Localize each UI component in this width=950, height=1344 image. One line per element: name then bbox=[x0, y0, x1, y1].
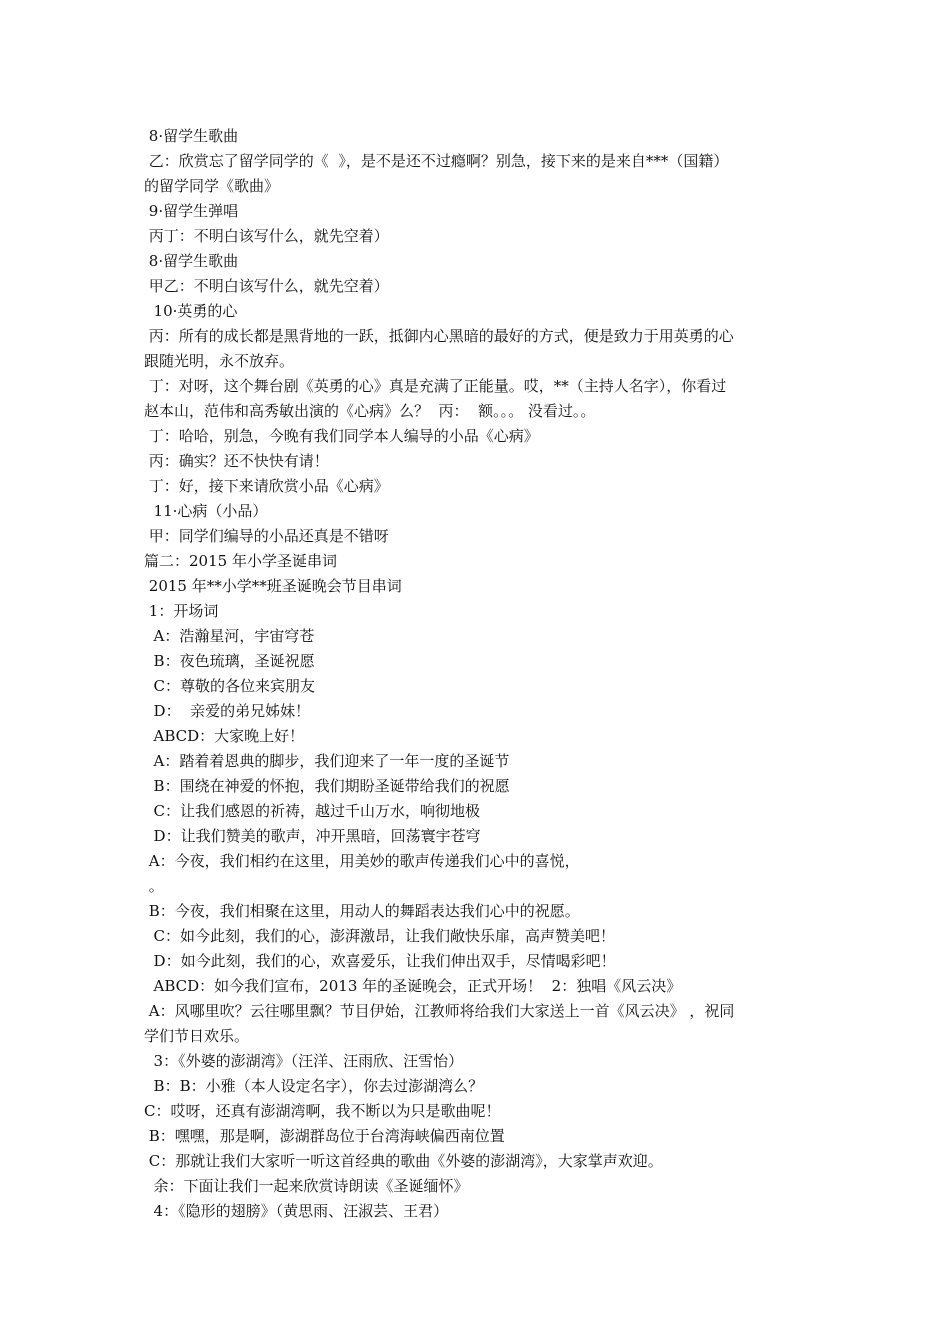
text-line: C：让我们感恩的祈祷，越过千山万水，响彻地极 bbox=[144, 802, 481, 820]
text-line: A：风哪里吹？云往哪里飘？节目伊始，江教师将给我们大家送上一首《风云决》 ，祝同 bbox=[144, 1002, 735, 1020]
text-line: 跟随光明，永不放弃。 bbox=[144, 352, 295, 370]
text-line: 4：《隐形的翅膀》（黄思雨、汪淑芸、王君） bbox=[144, 1202, 449, 1220]
text-line: B：夜色琉璃，圣诞祝愿 bbox=[144, 652, 315, 670]
section-heading: 篇二：2015 年小学圣诞串词 bbox=[144, 552, 337, 570]
text-line: A：浩瀚星河，宇宙穹苍 bbox=[144, 627, 315, 645]
text-line: ABCD：大家晚上好！ bbox=[144, 727, 305, 745]
text-line: C：如今此刻，我们的心，澎湃激昂，让我们敞快乐扉，高声赞美吧！ bbox=[144, 927, 616, 945]
text-line: C：尊敬的各位来宾朋友 bbox=[144, 677, 316, 695]
text-line: 丙丁：不明白该写什么，就先空着） bbox=[144, 227, 389, 245]
text-line: 丁：好，接下来请欣赏小品《心病》 bbox=[144, 477, 389, 495]
text-line: D：让我们赞美的歌声，冲开黑暗，回荡寰宇苍穹 bbox=[144, 827, 481, 845]
text-line: C：哎呀，还真有澎湖湾啊，我不断以为只是歌曲呢！ bbox=[144, 1102, 501, 1120]
text-line: ABCD：如今我们宣布，2013 年的圣诞晚会，正式开场！ 2：独唱《风云决》 bbox=[144, 977, 682, 995]
text-line: 。 bbox=[144, 877, 164, 895]
text-line: 8·留学生歌曲 bbox=[144, 252, 239, 270]
text-line: 11·心病（小品） bbox=[144, 502, 268, 520]
document-body bbox=[144, 124, 814, 1224]
text-line: 丙：确实？还不快快有请！ bbox=[144, 452, 329, 470]
text-line: 学们节日欢乐。 bbox=[144, 1027, 250, 1045]
text-line: 丁：对呀，这个舞台剧《英勇的心》真是充满了正能量。哎，**（主持人名字），你看过 bbox=[144, 377, 727, 395]
text-line: 余：下面让我们一起来欣赏诗朗读《圣诞缅怀》 bbox=[144, 1177, 469, 1195]
text-line: 丁：哈哈，别急，今晚有我们同学本人编导的小品《心病》 bbox=[144, 427, 539, 445]
text-line: B：今夜，我们相聚在这里，用动人的舞蹈表达我们心中的祝愿。 bbox=[144, 902, 580, 920]
text-line: 乙：欣赏忘了留学同学的《 》，是不是还不过瘾啊？别急，接下来的是来自***（国籍） bbox=[144, 152, 729, 170]
text-line: A：今夜，我们相约在这里，用美妙的歌声传递我们心中的喜悦， bbox=[144, 852, 580, 870]
text-line: 2015 年**小学**班圣诞晚会节目串词 bbox=[144, 577, 402, 595]
text-line: C：那就让我们大家听一听这首经典的歌曲《外婆的澎湖湾》，大家掌声欢迎。 bbox=[144, 1152, 663, 1170]
text-line: 的留学同学《歌曲》 bbox=[144, 177, 280, 195]
text-line: B：嘿嘿，那是啊，澎湖群岛位于台湾海峡偏西南位置 bbox=[144, 1127, 505, 1145]
text-line: 10·英勇的心 bbox=[144, 302, 238, 320]
text-line: 甲乙：不明白该写什么，就先空着） bbox=[144, 277, 389, 295]
text-line: 8·留学生歌曲 bbox=[144, 127, 239, 145]
text-line: B：B：小雅（本人设定名字），你去过澎湖湾么？ bbox=[144, 1077, 484, 1095]
text-line: 丙：所有的成长都是黑背地的一跃，抵御内心黑暗的最好的方式，便是致力于用英勇的心 bbox=[144, 327, 734, 345]
text-line: D： 亲爱的弟兄姊妹！ bbox=[144, 702, 311, 720]
text-line: 赵本山，范伟和高秀敏出演的《心病》么？ 丙： 额。。。 没看过。。 bbox=[144, 402, 596, 420]
text-line: A：踏着着恩典的脚步，我们迎来了一年一度的圣诞节 bbox=[144, 752, 510, 770]
text-line: 3：《外婆的澎湖湾》（汪洋、汪雨欣、汪雪怡） bbox=[144, 1052, 464, 1070]
text-line: 9·留学生弹唱 bbox=[144, 202, 239, 220]
text-line: 甲：同学们编导的小品还真是不错呀 bbox=[144, 527, 389, 545]
text-line: 1：开场词 bbox=[144, 602, 219, 620]
text-line: B：围绕在神爱的怀抱，我们期盼圣诞带给我们的祝愿 bbox=[144, 777, 510, 795]
text-line: D：如今此刻，我们的心，欢喜爱乐，让我们伸出双手，尽情喝彩吧！ bbox=[144, 952, 616, 970]
